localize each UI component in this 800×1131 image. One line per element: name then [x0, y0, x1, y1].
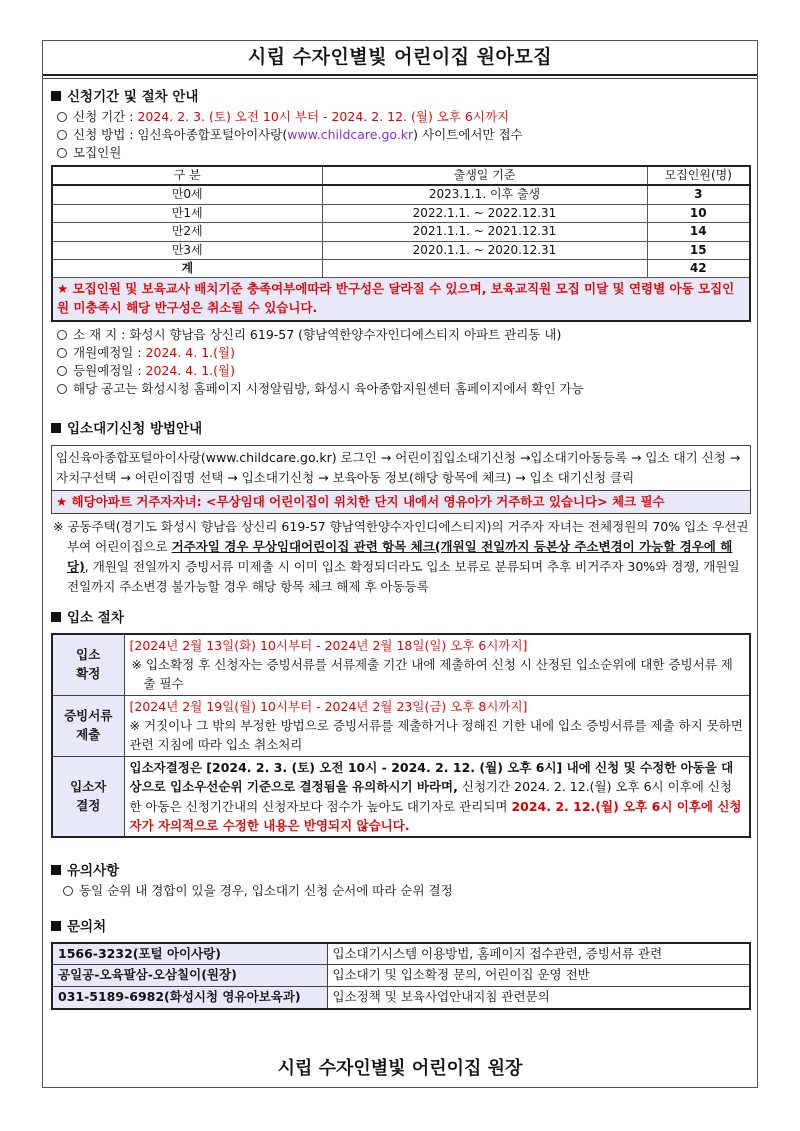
- attend-label: 등원예정일 :: [73, 363, 146, 379]
- header-cell: 모집인원(명): [647, 166, 750, 185]
- square-bullet-icon: [51, 612, 61, 622]
- birth-cell: 2020.1.1. ~ 2020.12.31: [322, 241, 647, 259]
- resident-note: [51, 517, 751, 597]
- circle-bullet-icon: [57, 384, 67, 394]
- title-divider: [43, 78, 757, 79]
- note-row: [52, 278, 750, 321]
- procedure-body: [124, 756, 750, 837]
- procedure-date: [2024년 2월 13일(화) 10시부터 - 2024년 2월 18일(일) 오후 6시까지]: [129, 637, 528, 653]
- empty-cell: [322, 259, 647, 277]
- open-value: 2024. 4. 1.(월): [145, 344, 235, 360]
- title-box: [43, 41, 757, 76]
- heading-text: 신청기간 및 절차 안내: [67, 89, 199, 105]
- heading-text: 입소 절차: [67, 609, 124, 626]
- contact-number: 공일공-오육팔삼-오삼칠이(원장): [52, 965, 327, 987]
- birth-cell: 2023.1.1. 이후 출생: [322, 185, 647, 204]
- open-date-item: [51, 344, 751, 362]
- waitlist-steps: 임신육아종합포털아이사랑(www.childcare.go.kr) 로그인 → 어린이집입소대기신청 →입소대기아동등록 → 입소 대기 신청 → 자치구선택 → 어린이집명 선택 → 입소대기신청 → 보육아동 정보(해당 항목에 체크) → 입소 대기신청 클릭: [56, 449, 741, 485]
- table-row: [52, 223, 750, 241]
- table-row: [52, 943, 750, 965]
- total-value: 42: [647, 259, 750, 277]
- period-item: [51, 108, 751, 126]
- table-header-row: [52, 166, 750, 185]
- table-row: [52, 756, 750, 837]
- contact-number: 1566-3232(포털 아이사랑): [52, 943, 327, 965]
- procedure-table: [51, 633, 751, 839]
- procedure-desc: ※ 거짓이나 그 밖의 부정한 방법으로 증빙서류를 제출하거나 정해진 기한 내에 입소 증빙서류를 제출 하지 못하면 관련 지침에 따라 입소 취소처리: [129, 718, 743, 753]
- birth-cell: 2022.1.1. ~ 2022.12.31: [322, 204, 647, 222]
- recruit-note: ★ 모집인원 및 보육교사 배치기준 충족여부에따라 반구성은 달라질 수 있으며, 보육교직원 모집 미달 및 연령별 아동 모집인원 미충족시 해당 반구성은 취소될 수 있습니다.: [52, 278, 750, 321]
- table-row: [52, 204, 750, 222]
- attend-date-item: [51, 362, 751, 380]
- procedure-desc: ※ 입소확정 후 신청자는 증빙서류를 서류제출 기간 내에 제출하여 신청 시 산정된 입소순위에 대한 증빙서류 제출 필수: [131, 656, 733, 692]
- square-bullet-icon: [51, 91, 61, 101]
- circle-bullet-icon: [57, 112, 67, 122]
- caution-text: 동일 순위 내 경합이 있을 경우, 입소대기 신청 순서에 따라 순위 결정: [79, 882, 453, 898]
- method-tail: ) 사이트에서만 접수: [413, 126, 523, 142]
- period-label: 신청 기간 :: [73, 108, 138, 124]
- circle-bullet-icon: [63, 886, 73, 896]
- method-item: [51, 126, 751, 144]
- header-cell: 출생일 기준: [322, 166, 647, 185]
- procedure-label: 증빙서류 제출: [52, 695, 124, 756]
- waitlist-steps-box: [51, 445, 751, 514]
- heading-text: 문의처: [67, 918, 107, 935]
- method-url-link[interactable]: www.childcare.go.kr: [287, 126, 414, 142]
- notice-text: 해당 공고는 화성시청 홈페이지 시정알림방, 화성시 육아종합지원센터 홈페이지에서 확인 가능: [73, 381, 584, 397]
- birth-cell: 2021.1.1. ~ 2021.12.31: [322, 223, 647, 241]
- attend-value: 2024. 4. 1.(월): [145, 363, 235, 379]
- contact-topic: 입소대기시스템 이용방법, 홈페이지 접수관련, 증빙서류 관련: [327, 943, 750, 965]
- content: [51, 86, 751, 1010]
- recruit-label: 모집인원: [73, 144, 122, 160]
- circle-bullet-icon: [57, 348, 67, 358]
- procedure-label: 입소자 결정: [52, 756, 124, 837]
- caution-item: [51, 882, 751, 900]
- decision-bold: 입소자결정은 [2024. 2. 3. (토) 오전 10시 - 2024. 2. 12. (월) 오후 6시] 내에 신청 및 수정한 아동을 대상으로 입소우선순위 기준으로 결정됨을 유의하시기 바라며,: [129, 759, 734, 795]
- recruit-table: [51, 165, 751, 322]
- age-cell: 만1세: [52, 204, 322, 222]
- count-cell: 3: [647, 185, 750, 204]
- contact-topic: 입소대기 및 입소확정 문의, 어린이집 운영 전반: [327, 965, 750, 987]
- table-row: [52, 241, 750, 259]
- contact-number: 031-5189-6982(화성시청 영유아보육과): [52, 987, 327, 1009]
- section-heading-waitlist: [51, 420, 751, 440]
- circle-bullet-icon: [57, 330, 67, 340]
- contact-table: [51, 942, 751, 1010]
- total-label: 계: [52, 259, 322, 277]
- section-heading-caution: [51, 862, 751, 882]
- notice-item: [51, 380, 751, 398]
- method-label: 신청 방법 : 임신육아종합포털아이사랑(: [73, 126, 288, 142]
- total-row: [52, 259, 750, 277]
- location-item: [51, 326, 751, 344]
- contact-topic: 입소정책 및 보육사업안내지침 관련문의: [327, 987, 750, 1009]
- table-row: [52, 185, 750, 204]
- section-heading-apply: [51, 88, 751, 108]
- square-bullet-icon: [51, 423, 61, 433]
- procedure-body: [124, 634, 750, 696]
- heading-text: 입소대기신청 방법안내: [67, 421, 203, 438]
- procedure-label: 입소 확정: [52, 634, 124, 696]
- location-text: 소 재 지 : 화성시 향남읍 상신리 619-57 (향남역한양수자인디에스티지 아파트 관리동 내): [73, 326, 562, 342]
- header-cell: 구 분: [52, 166, 322, 185]
- age-cell: 만3세: [52, 241, 322, 259]
- circle-bullet-icon: [57, 130, 67, 140]
- count-cell: 10: [647, 204, 750, 222]
- info-list: [51, 326, 751, 399]
- age-cell: 만0세: [52, 185, 322, 204]
- table-row: [52, 695, 750, 756]
- circle-bullet-icon: [57, 148, 67, 158]
- square-bullet-icon: [51, 921, 61, 931]
- table-row: [52, 987, 750, 1009]
- recruit-item: [51, 144, 751, 162]
- decision-red: 2024. 2. 12.(월) 오후 6시 이후에 신청자가 자의적으로 수정한 내용은 반영되지 않습니다.: [129, 798, 742, 833]
- section-heading-procedure: [51, 609, 751, 629]
- section-heading-contact: [51, 918, 751, 938]
- age-cell: 만2세: [52, 223, 322, 241]
- notice-page: [42, 40, 758, 1088]
- count-cell: 15: [647, 241, 750, 259]
- period-value: 2024. 2. 3. (토) 오전 10시 부터 - 2024. 2. 12. (월) 오후 6시까지: [137, 108, 510, 124]
- table-row: [52, 965, 750, 987]
- page-title: 시립 수자인별빛 어린이집 원아모집: [247, 46, 553, 68]
- count-cell: 14: [647, 223, 750, 241]
- table-row: [52, 634, 750, 696]
- waitlist-highlight: ★ 해당아파트 거주자자녀: <무상임대 어린이집이 위치한 단지 내에서 영유아가 거주하고 있습니다> 체크 필수: [52, 490, 750, 513]
- decision-normal: 신청기간 2024. 2. 12.(월) 오후 6시 이후에 신청한 아동은 신청기간내의 신청자보다 점수가 높아도 대기자로 관리되며: [129, 779, 732, 814]
- note-part-c: , 개원일 전일까지 증빙서류 미제출 시 이미 입소 확정되더라도 입소 보류로 분류되며 추후 비거주자 30%와 경쟁, 개원일 전일까지 주소변경 불가능할 경우 해당 항목 체크 해제 후 아동등록: [67, 558, 740, 594]
- note-part-b: 거주자일 경우 무상임대어린이집 관련 항목 체크(개원일 전일까지 등본상 주소변경이 가능할 경우에 해당): [67, 538, 733, 574]
- open-label: 개원예정일 :: [73, 344, 146, 360]
- procedure-date: [2024년 2월 19일(월) 10시부터 - 2024년 2월 23일(금) 오후 8시까지]: [129, 698, 528, 714]
- signature-footer: 시립 수자인별빛 어린이집 원장: [277, 1058, 523, 1079]
- circle-bullet-icon: [57, 366, 67, 376]
- note-part-a: ※ 공동주택(경기도 화성시 향남읍 상신리 619-57 향남역한양수자인디에스티지)의 거주자 자녀는 전체정원의 70% 입소 우선권 부여 어린이집으로: [53, 518, 749, 554]
- procedure-body: [124, 695, 750, 756]
- heading-text: 유의사항: [67, 863, 120, 880]
- square-bullet-icon: [51, 865, 61, 875]
